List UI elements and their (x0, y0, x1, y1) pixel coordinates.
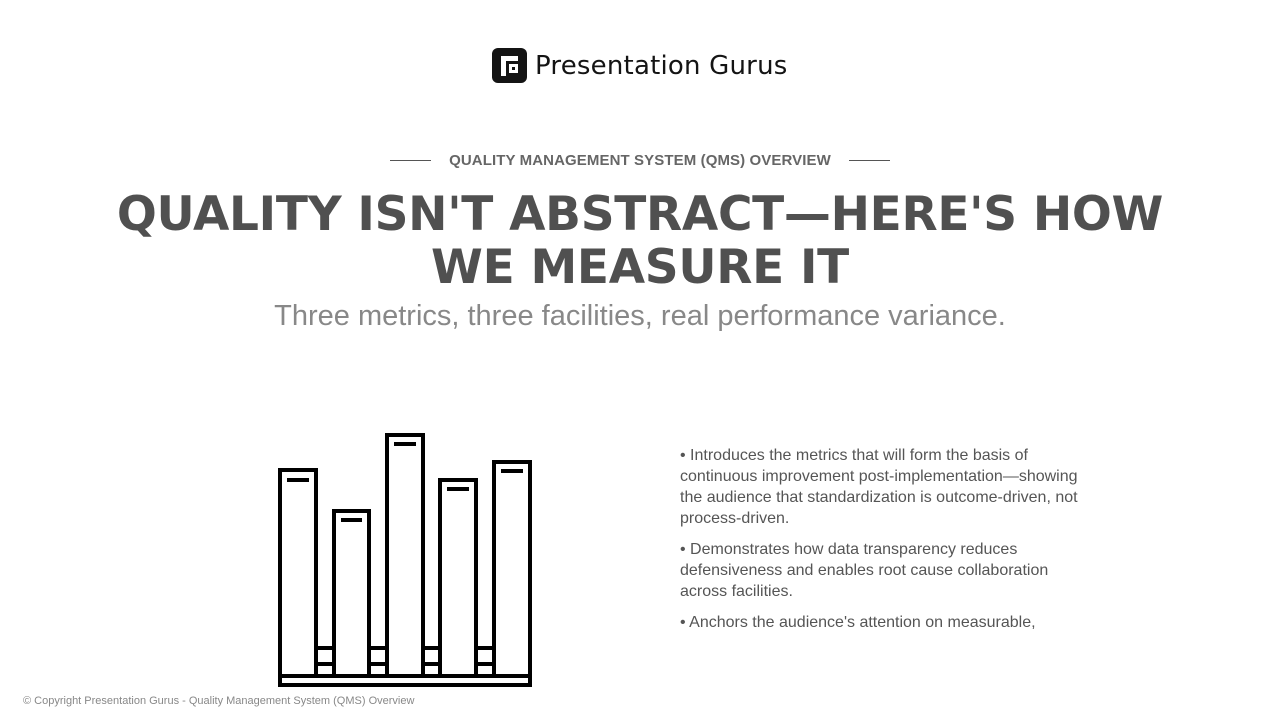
brand-name: Presentation Gurus (535, 50, 788, 81)
kicker-rule-left (390, 160, 431, 161)
slide-title: QUALITY ISN'T ABSTRACT—HERE'S HOW WE MEASURE IT (116, 187, 1164, 295)
presentation-gurus-logo-icon (492, 48, 527, 83)
kicker-rule-right (849, 160, 890, 161)
bullet-item: • Anchors the audience's attention on measurable, (680, 614, 1036, 631)
slide-subtitle: Three metrics, three facilities, real performance variance. (274, 300, 1006, 332)
bar-chart-icon (272, 428, 536, 690)
kicker-text: QUALITY MANAGEMENT SYSTEM (QMS) OVERVIEW (449, 152, 831, 169)
brand-logo (492, 48, 788, 83)
copyright-footer: © Copyright Presentation Gurus - Quality Management System (QMS) Overview (23, 695, 415, 707)
bullet-list (680, 445, 1080, 643)
section-kicker (0, 152, 1280, 169)
bullet-item: • Introduces the metrics that will form the basis of continuous improvement post-implementation—showing the audience that standardization is outcome-driven, not process-driven. (680, 447, 1078, 527)
bullet-item: • Demonstrates how data transparency reduces defensiveness and enables root cause collaboration across facilities. (680, 541, 1049, 600)
